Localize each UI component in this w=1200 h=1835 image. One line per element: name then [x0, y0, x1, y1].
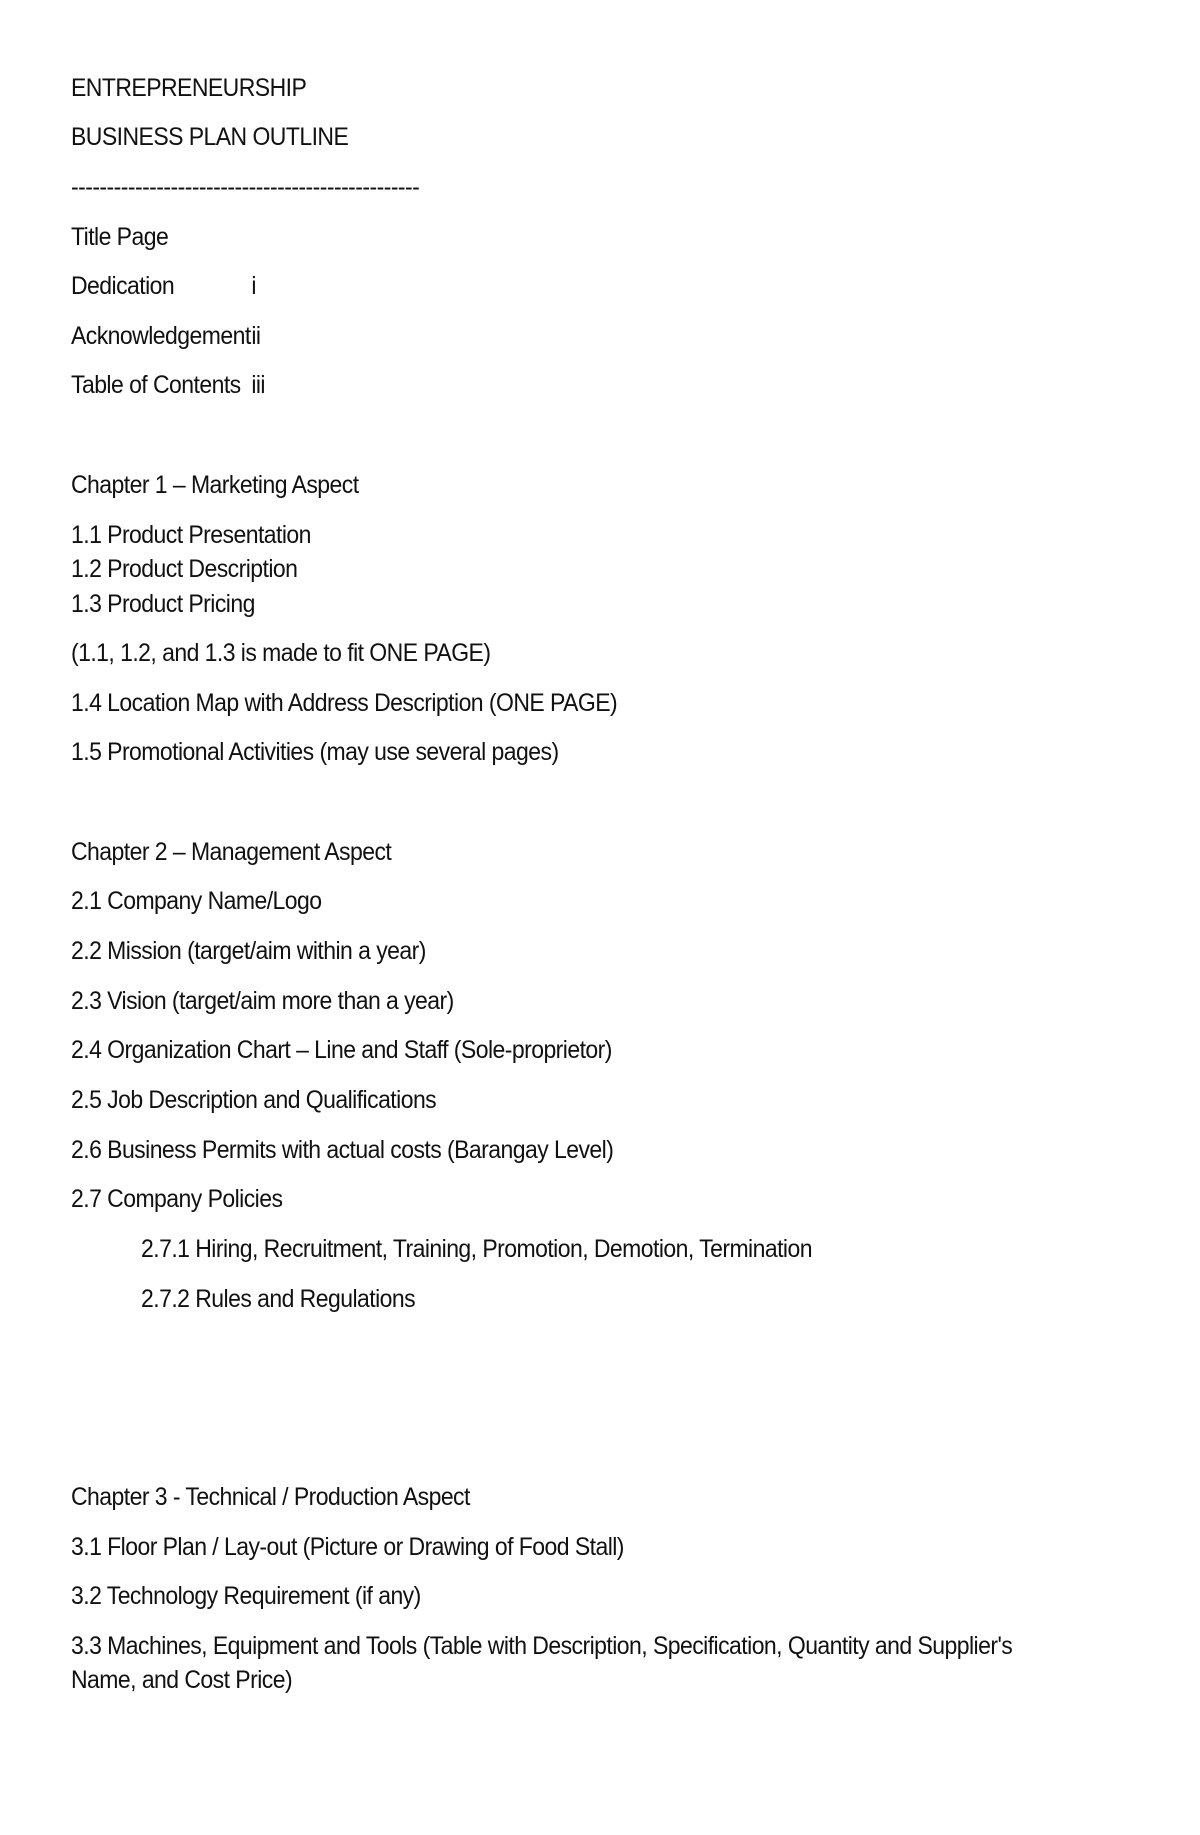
chapter-3-item: 3.2 Technology Requirement (if any) [71, 1582, 421, 1610]
chapter-3-item: 3.1 Floor Plan / Lay-out (Picture or Drawing of Food Stall) [71, 1533, 624, 1561]
chapter-2-item: 2.7 Company Policies [71, 1185, 283, 1213]
chapter-1-item: 1.3 Product Pricing [71, 590, 255, 618]
chapter-1-note: (1.1, 1.2, and 1.3 is made to fit ONE PAGE) [71, 639, 491, 667]
chapter-2-subitem: 2.7.2 Rules and Regulations [141, 1285, 416, 1313]
chapter-2-item: 2.2 Mission (target/aim within a year) [71, 937, 426, 965]
chapter-2-item: 2.4 Organization Chart – Line and Staff (Sole-proprietor) [71, 1036, 612, 1064]
chapter-1-item: 1.1 Product Presentation [71, 521, 311, 549]
divider-line: ------------------------------------------------- [71, 173, 420, 201]
toc-row-acknowledgement [71, 321, 260, 351]
chapter-2-item: 2.1 Company Name/Logo [71, 887, 322, 915]
toc-page-number: ii [251, 322, 261, 350]
chapter-2-heading: Chapter 2 – Management Aspect [71, 838, 392, 866]
title-page-entry: Title Page [71, 223, 169, 251]
toc-page-number: iii [251, 371, 266, 399]
toc-row-dedication [71, 271, 256, 301]
chapter-3-heading: Chapter 3 - Technical / Production Aspect [71, 1483, 470, 1511]
chapter-2-item: 2.3 Vision (target/aim more than a year) [71, 987, 454, 1015]
chapter-3-item: 3.3 Machines, Equipment and Tools (Table with Description, Specification, Quantity and Supplier's Name, and Cost Price) [71, 1632, 1013, 1694]
chapter-2-item: 2.5 Job Description and Qualifications [71, 1086, 437, 1114]
toc-label: Table of Contents [71, 371, 241, 399]
chapter-1-item: 1.2 Product Description [71, 555, 298, 583]
chapter-2-item: 2.6 Business Permits with actual costs (Barangay Level) [71, 1136, 614, 1164]
chapter-1-item: 1.5 Promotional Activities (may use several pages) [71, 738, 559, 766]
chapter-1-heading: Chapter 1 – Marketing Aspect [71, 471, 359, 499]
document-title: BUSINESS PLAN OUTLINE [71, 123, 349, 151]
toc-page-number: i [251, 272, 256, 300]
chapter-2-subitem: 2.7.1 Hiring, Recruitment, Training, Promotion, Demotion, Termination [141, 1235, 812, 1263]
subject-heading: ENTREPRENEURSHIP [71, 74, 307, 102]
toc-label: Dedication [71, 272, 175, 300]
toc-row-table-of-contents [71, 370, 265, 400]
toc-label: Acknowledgement [71, 322, 251, 350]
chapter-1-item: 1.4 Location Map with Address Description (ONE PAGE) [71, 689, 618, 717]
